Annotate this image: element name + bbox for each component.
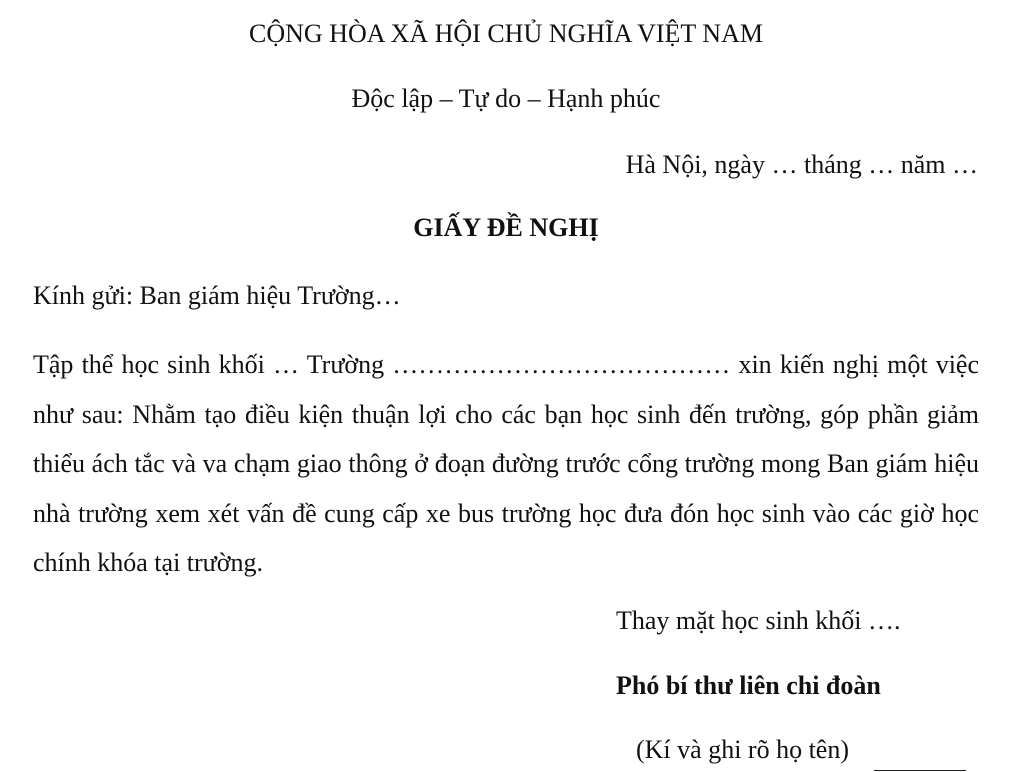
signature-instruction: (Kí và ghi rõ họ tên) — [636, 735, 850, 764]
body-paragraph: Tập thể học sinh khối … Trường ………………………………… xin kiến nghị một việc như sau: Nhằm tạo điều kiện thuận lợi cho các bạn học sinh đến trường, góp phần giảm thiểu ách tắc và va chạm giao thông ở đoạn đường trước cổng trường mong Ban giám hiệu nhà trường xem xét vấn đề cung cấp xe bus trường học đưa đón học sinh vào các giờ học chính khóa tại trường. — [33, 350, 979, 577]
recipient-line: Kính gửi: Ban giám hiệu Trường… — [33, 281, 401, 310]
signature-title: Phó bí thư liên chi đoàn — [616, 671, 881, 700]
national-header: CỘNG HÒA XÃ HỘI CHỦ NGHĨA VIỆT NAM — [249, 19, 763, 48]
signature-blank-line — [874, 770, 966, 771]
signature-on-behalf: Thay mặt học sinh khối …. — [616, 606, 901, 635]
document-title: GIẤY ĐỀ NGHỊ — [413, 213, 599, 242]
motto: Độc lập – Tự do – Hạnh phúc — [351, 84, 661, 113]
place-date: Hà Nội, ngày … tháng … năm … — [625, 150, 978, 179]
